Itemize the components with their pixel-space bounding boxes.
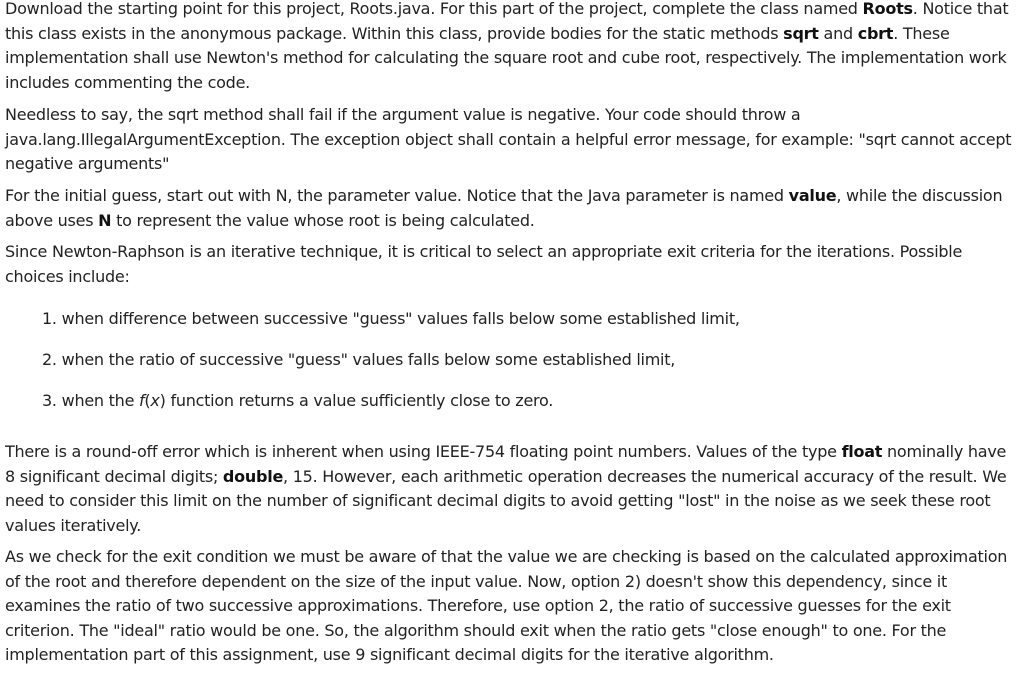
intro-paragraph (5, 0, 1017, 95)
variable-x: x (150, 391, 160, 410)
intro-text-2: . Notice that this class exists in the anonymous package. Within this class, provide bodies for the static methods (5, 0, 1009, 43)
round-off-paragraph (5, 440, 1017, 538)
exit-criteria-list (42, 307, 1002, 430)
list-item (42, 389, 1002, 430)
negative-argument-paragraph: Needless to say, the sqrt method shall fail if the argument value is negative. Your code should throw a java.lang.IllegalArgumentException. The exception object shall contain a helpful error message, for example: "sqrt cannot accept negative arguments" (5, 105, 1012, 174)
initial-guess-text-3: to represent the value whose root is being calculated. (111, 210, 535, 230)
round-off-text-2: nominally have 8 significant decimal digits; (5, 442, 1007, 486)
initial-guess-text-1: For the initial guess, start out with N, the parameter value. Notice that the Java parameter is named (5, 186, 789, 205)
open-paren: ( (144, 391, 151, 410)
exit-condition-paragraph: As we check for the exit condition we must be aware of that the value we are checking is based on the calculated approximation of the root and therefore dependent on the size of the input value. Now, option 2) doesn't show this dependency, since it examines the ratio of two successive approximations. Therefore, use option 2, the ratio of successive guesses for the exit criterion. The "ideal" ratio would be one. So, the algorithm should exit when the ratio gets "close enough" to one. For the implementation part of this assignment, use 9 significant decimal digits for the iterative algorithm. (5, 547, 1008, 665)
method-name-sqrt: sqrt (783, 23, 819, 43)
exit-criteria-paragraph: Since Newton-Raphson is an iterative technique, it is critical to select an appropriate exit criteria for the iterations. Possible choices include: (5, 242, 963, 286)
intro-text-4: . These implementation shall use Newton's method for calculating the square root and cube root, respectively. The implementation work includes commenting the code. (5, 23, 1007, 92)
list-item-3-suffix: ) function returns a value sufficiently close to zero. (159, 391, 554, 410)
type-float: float (841, 442, 883, 461)
round-off-text-3: , 15. However, each arithmetic operation decreases the numerical accuracy of the result. We need to consider this limit on the number of significant decimal digits to avoid getting "lost" in the noise as we seek these root values iteratively. (5, 466, 1007, 535)
function-f: f (139, 391, 145, 410)
list-item-3-prefix: 3. when the (42, 391, 139, 410)
initial-guess-paragraph (5, 184, 1017, 233)
symbol-n: N (98, 210, 112, 230)
intro-text-3: and (818, 23, 858, 43)
initial-guess-text-2: , while the discussion above uses (5, 186, 1003, 230)
class-name-roots: Roots (862, 0, 913, 18)
method-name-cbrt: cbrt (857, 23, 894, 43)
round-off-text-1: There is a round-off error which is inherent when using IEEE-754 floating point numbers. Values of the type (5, 442, 842, 461)
list-item: 2. when the ratio of successive "guess" values falls below some established limit, (42, 350, 676, 369)
intro-text-1: Download the starting point for this project, Roots.java. For this part of the project, complete the class named (5, 0, 863, 18)
type-double: double (222, 466, 284, 486)
parameter-name-value: value (788, 186, 837, 205)
list-item: 1. when difference between successive "guess" values falls below some established limit, (42, 309, 740, 328)
